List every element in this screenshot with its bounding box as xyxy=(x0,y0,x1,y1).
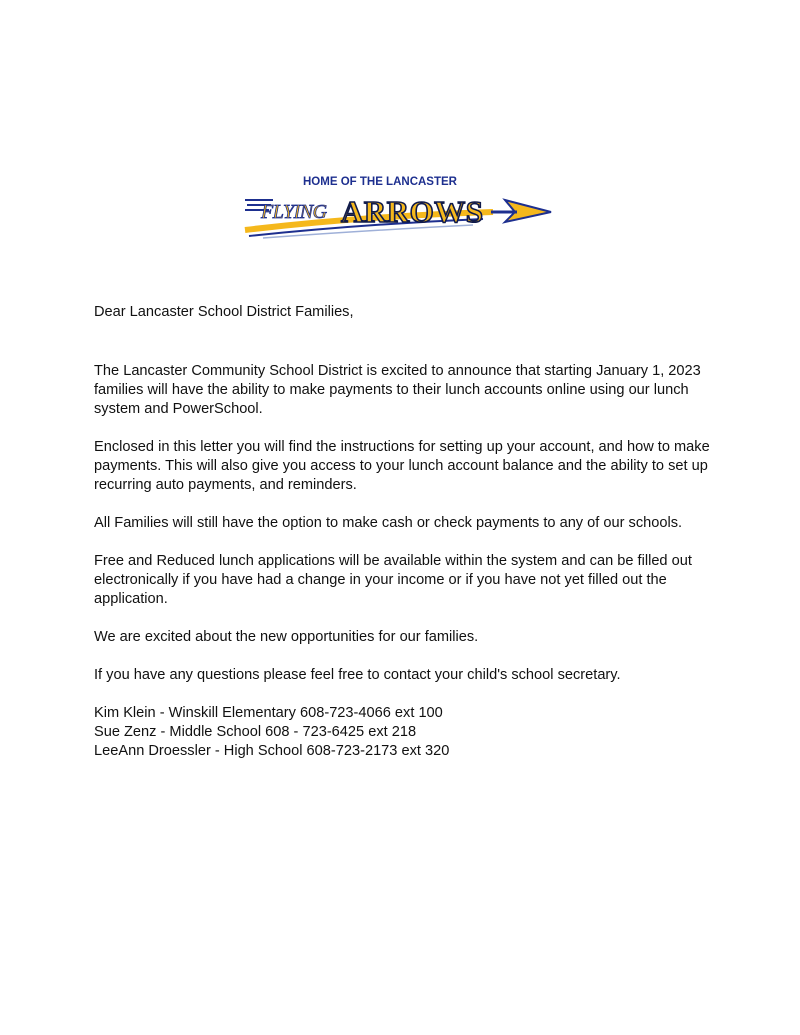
letter-paragraph: Enclosed in this letter you will find the instructions for setting up your account, and how to make payments. This will also give you access to your lunch account balance and the ability to set up recurring auto payments, and reminders. xyxy=(94,439,710,493)
logo-word-flying: FLYING xyxy=(261,201,327,223)
letter-paragraph: All Families will still have the option to make cash or check payments to any of our schools. xyxy=(94,515,683,531)
logo-top-text: HOME OF THE LANCASTER xyxy=(303,176,457,188)
letter-paragraph: The Lancaster Community School District is excited to announce that starting January 1, 2023 families will have the ability to make payments to their lunch accounts online using our lunch system and PowerSchool. xyxy=(94,363,701,417)
logo-word-arrows: ARROWS xyxy=(341,194,484,229)
contact-line: Sue Zenz - Middle School 608 - 723-6425 ext 218 xyxy=(94,724,417,740)
letter-body xyxy=(94,303,734,761)
contact-list xyxy=(94,704,734,761)
letter-paragraph: We are excited about the new opportunities for our families. xyxy=(94,629,479,645)
logo-graphic xyxy=(243,172,555,240)
letter-paragraph: Free and Reduced lunch applications will be available within the system and can be filled out electronically if you have had a change in your income or if you have not yet filled out the application. xyxy=(94,553,692,607)
contact-line: LeeAnn Droessler - High School 608-723-2173 ext 320 xyxy=(94,743,450,759)
flying-arrows-logo xyxy=(243,172,555,240)
contact-line: Kim Klein - Winskill Elementary 608-723-4066 ext 100 xyxy=(94,705,443,721)
letter-paragraph: If you have any questions please feel free to contact your child's school secretary. xyxy=(94,667,621,683)
letter-salutation: Dear Lancaster School District Families, xyxy=(94,304,354,320)
